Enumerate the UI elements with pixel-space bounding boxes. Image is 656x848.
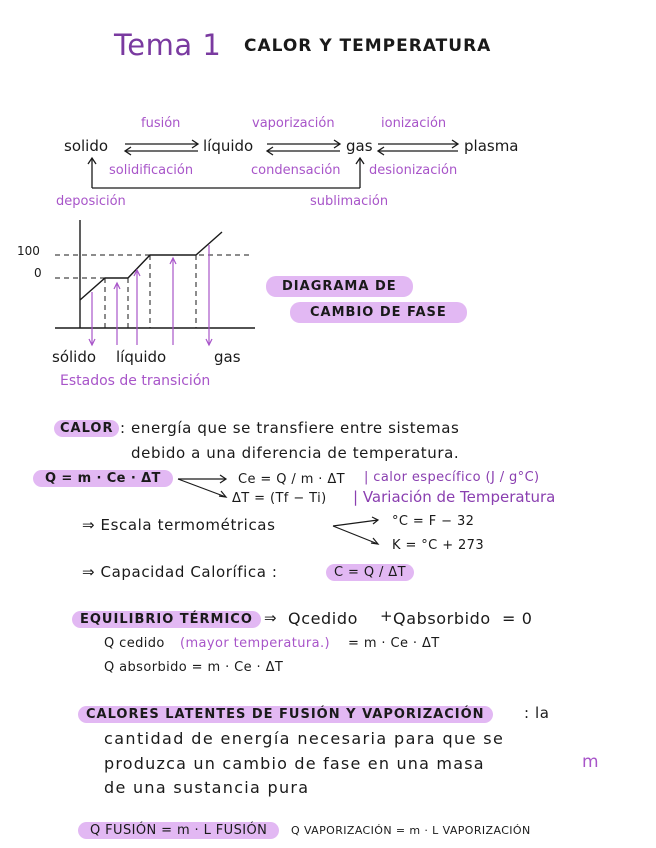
ce-desc: | calor específico (J / g°C) <box>364 470 540 485</box>
state-gas: gas <box>346 137 373 155</box>
label-condensacion: condensación <box>251 163 341 178</box>
q-absorbido: Qabsorbido <box>393 609 491 628</box>
latentes-line2: cantidad de energía necesaria para que se <box>104 729 505 748</box>
label-sublimacion: sublimación <box>310 194 389 209</box>
latentes-term: CALORES LATENTES DE FUSIÓN Y VAPORIZACIÓN <box>78 706 493 723</box>
dt-desc: | Variación de Temperatura <box>353 488 556 506</box>
label-ionizacion: ionización <box>381 116 447 131</box>
dt-formula: ΔT = (Tf − Ti) <box>232 491 327 506</box>
page-title: CALOR Y TEMPERATURA <box>244 36 492 56</box>
y-tick-100: 100 <box>17 244 40 258</box>
equilibrio-plus: + <box>380 607 394 625</box>
q-cedido-label: Q cedido <box>104 636 165 651</box>
formula-fusion: Q FUSIÓN = m · L FUSIÓN <box>78 822 279 839</box>
latentes-line1-rest: : la <box>524 704 550 722</box>
calor-def-line1: : energía que se transfiere entre sistemas <box>120 419 460 437</box>
ce-formula: Ce = Q / m · ΔT <box>238 472 346 487</box>
label-desionizacion: desionización <box>369 163 458 178</box>
q-absorbido-formula: Q absorbido = m · Ce · ΔT <box>104 660 284 675</box>
page-title-tema: Tema 1 <box>114 28 222 62</box>
label-solidificacion: solidificación <box>109 163 194 178</box>
latentes-line3: produzca un cambio de fase en una masa <box>104 754 485 773</box>
escala-label: ⇒ Escala termométricas <box>82 516 276 534</box>
y-tick-0: 0 <box>34 266 42 280</box>
q-cedido: Qcedido <box>288 609 358 628</box>
label-deposicion: deposición <box>56 194 126 209</box>
state-liquido: líquido <box>203 137 254 155</box>
label-fusion: fusión <box>141 116 181 131</box>
latentes-mass-m: m <box>582 752 600 772</box>
latentes-line4: de una sustancia pura <box>104 778 310 797</box>
formula-vaporizacion: Q VAPORIZACIÓN = m · L VAPORIZACIÓN <box>291 824 531 837</box>
equals-zero: = 0 <box>502 609 533 628</box>
escala-celsius: °C = F − 32 <box>392 514 475 529</box>
x-label-gas: gas <box>214 348 241 366</box>
escala-kelvin: K = °C + 273 <box>392 538 485 553</box>
transition-label: Estados de transición <box>60 373 211 389</box>
q-cedido-note: (mayor temperatura.) <box>180 636 330 651</box>
label-vaporizacion: vaporización <box>252 116 335 131</box>
x-label-solido: sólido <box>52 348 97 366</box>
state-plasma: plasma <box>464 137 519 155</box>
calor-def-line2: debido a una diferencia de temperatura. <box>131 444 460 462</box>
calor-formula: Q = m · Ce · ΔT <box>33 470 173 487</box>
equilibrio-arrow: ⇒ <box>264 609 278 627</box>
capacidad-formula: C = Q / ΔT <box>326 564 414 581</box>
state-solido: solido <box>64 137 109 155</box>
diagram-box-line2: CAMBIO DE FASE <box>290 302 467 323</box>
x-label-liquido: líquido <box>116 348 167 366</box>
equilibrio-term: EQUILIBRIO TÉRMICO <box>72 611 261 628</box>
q-cedido-formula: = m · Ce · ΔT <box>348 636 440 651</box>
capacidad-label: ⇒ Capacidad Calorífica : <box>82 563 278 581</box>
calor-term: CALOR <box>54 420 119 437</box>
diagram-box-line1: DIAGRAMA DE <box>266 276 413 297</box>
